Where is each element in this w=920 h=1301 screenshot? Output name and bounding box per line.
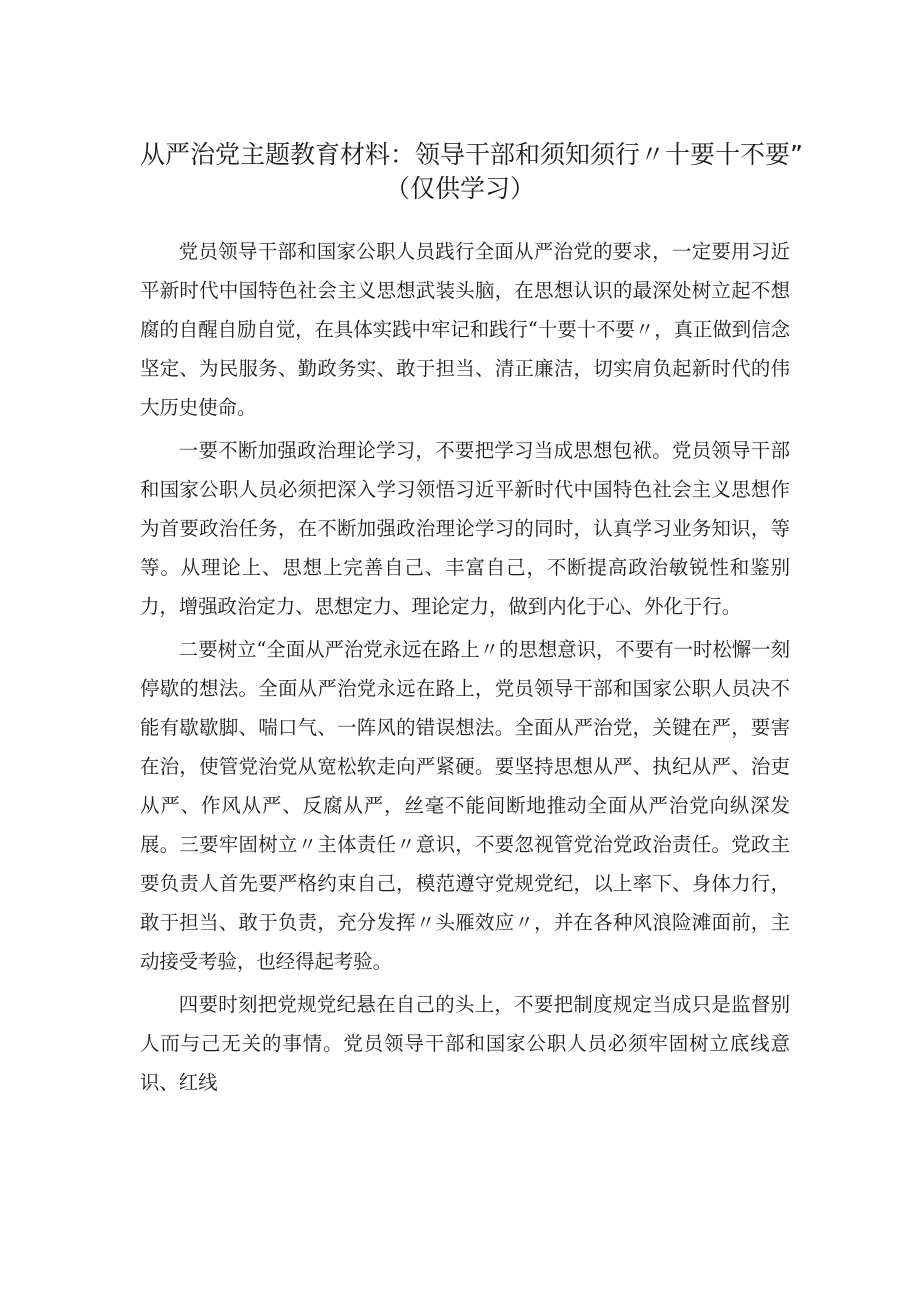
paragraph-point-4: 四要时刻把党规党纪悬在自己的头上，不要把制度规定当成只是监督别人而与己无关的事情。党员领导干部和国家公职人员必须牢固树立底线意识、红线 [140,993,790,1094]
document-subtitle: （仅供学习） [384,174,535,203]
paragraph-point-1: 一要不断加强政治理论学习，不要把学习当成思想包袱。党员领导干部和国家公职人员必须把深入学习领悟习近平新时代中国特色社会主义思想作为首要政治任务，在不断加强政治理论学习的同时，认真学习业务知识，等等。从理论上、思想上完善自己、丰富自己，不断提高政治敏锐性和鉴别力，增强政治定力、思想定力、理论定力，做到内化于心、外化于行。 [140,439,790,618]
paragraph-point-2-3: 二要树立“全面从严治党永远在路上〃的思想意识，不要有一时松懈一刻停歇的想法。全面从严治党永远在路上，党员领导干部和国家公职人员决不能有歇歇脚、喘口气、一阵风的错误想法。全面从严治党，关键在严，要害在治，使管党治党从宽松软走向严紧硬。要坚持思想从严、执纪从严、治吏从严、作风从严、反腐从严，丝毫不能间断地推动全面从严治党向纵深发展。三要牢固树立〃主体责任〃意识，不要忽视管党治党政治责任。党政主要负责人首先要严格约束自己，模范遵守党规党纪，以上率下、身体力行，敢于担当、敢于负责，充分发挥〃头雁效应〃，并在各种风浪险滩面前，主动接受考验，也经得起考验。 [140,638,790,973]
document-body [140,232,790,1106]
document-title: 从严治党主题教育材料：领导干部和须知须行〃十要十不要” [140,140,803,169]
paragraph-intro: 党员领导干部和国家公职人员践行全面从严治党的要求，一定要用习近平新时代中国特色社会主义思想武装头脑，在思想认识的最深处树立起不想腐的自醒自励自觉，在具体实践中牢记和践行“十要十不要〃，真正做到信念坚定、为民服务、勤政务实、敢于担当、清正廉洁，切实肩负起新时代的伟大历史使命。 [140,240,790,419]
